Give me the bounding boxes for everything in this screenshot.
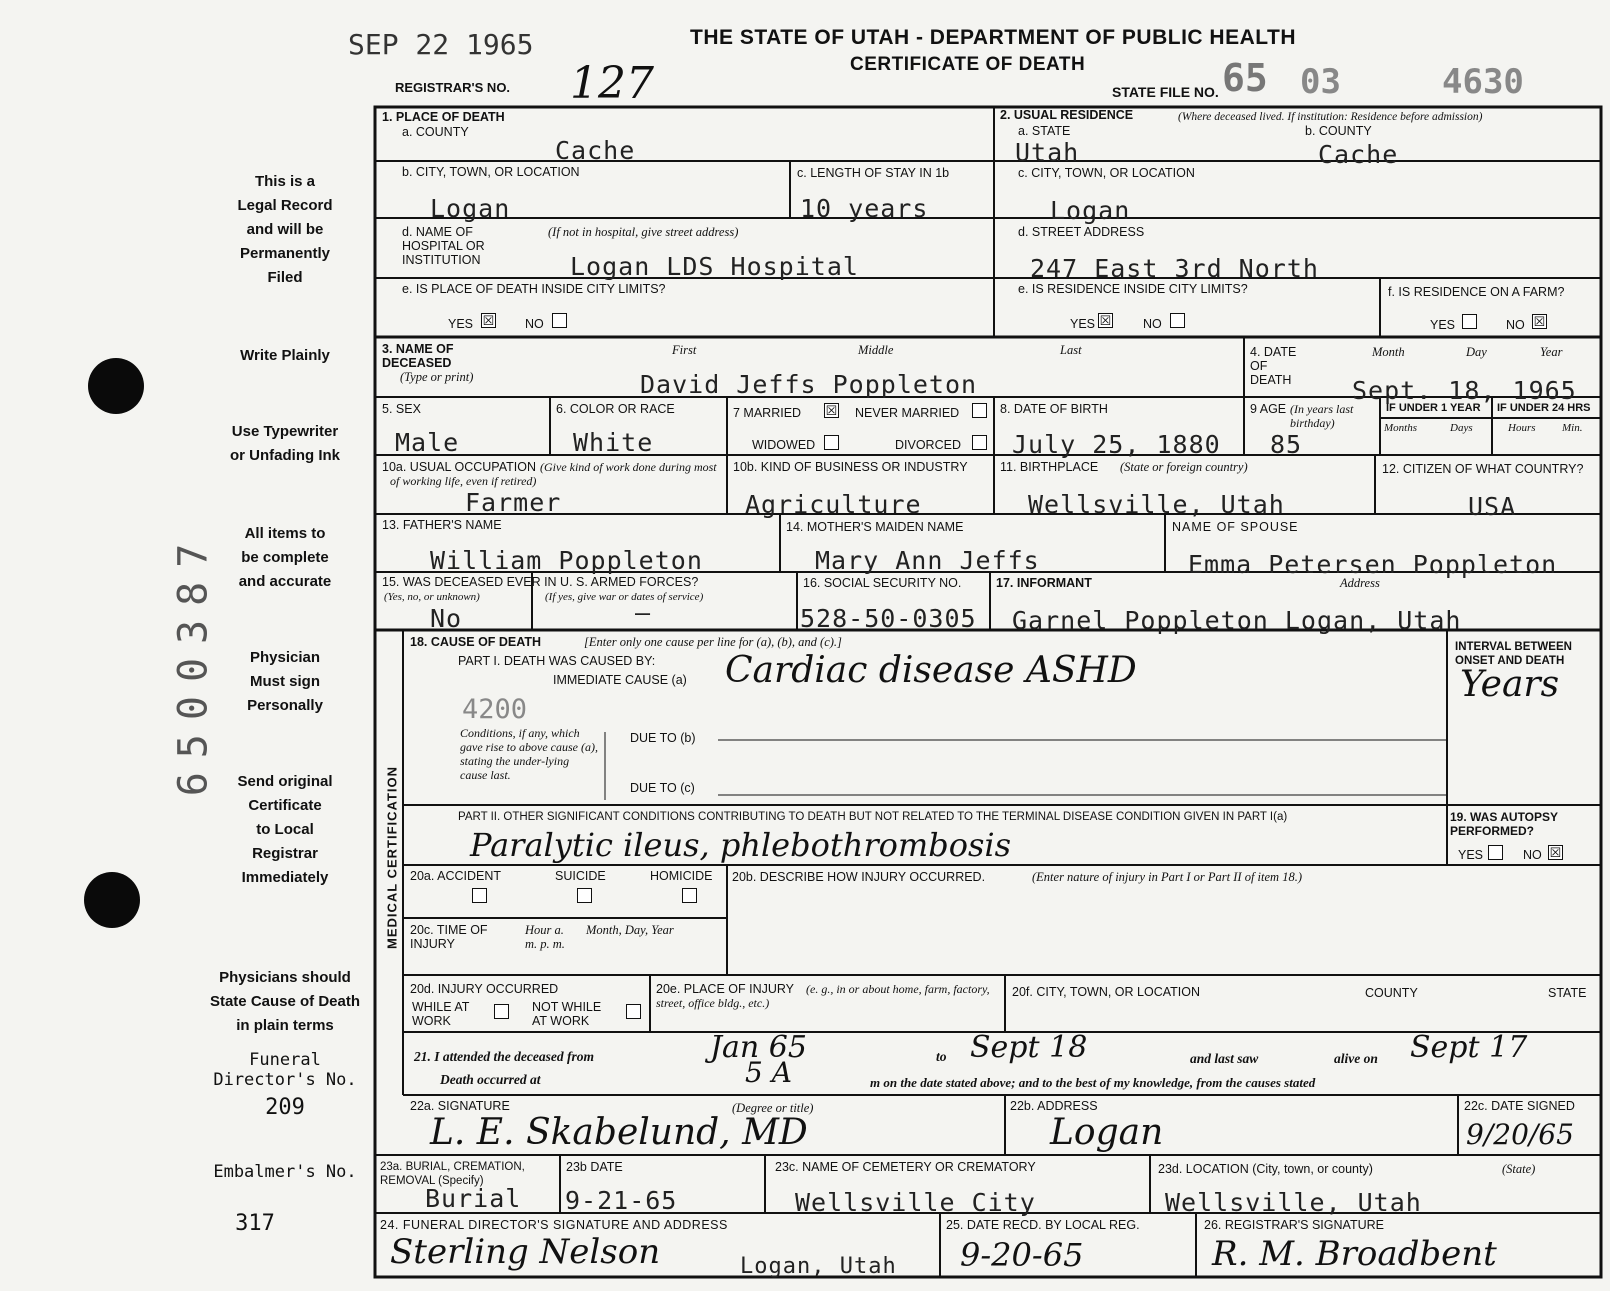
funeral-address-value: Logan, Utah <box>740 1254 897 1279</box>
sidebar-write: Write Plainly <box>240 347 330 364</box>
label-part2: PART II. OTHER SIGNIFICANT CONDITIONS CONTRIBUTING TO DEATH BUT NOT RELATED TO THE TERMINAL DISEASE CONDITION GIVEN IN PART I(a) <box>458 811 1288 823</box>
label-day: Day <box>1466 345 1487 359</box>
label-while-at-work: WHILE AT WORK <box>412 1000 470 1028</box>
label-year: Year <box>1540 345 1563 359</box>
label-sex: 5. SEX <box>382 402 421 416</box>
state-title: THE STATE OF UTAH - DEPARTMENT OF PUBLIC HEALTH <box>690 26 1297 49</box>
label-injury-occurred: 20d. INJURY OCCURRED <box>410 982 559 996</box>
label-interval: INTERVAL BETWEEN ONSET AND DEATH <box>1455 641 1572 667</box>
checkbox-2e-yes[interactable]: ☒ <box>1099 313 1112 328</box>
checkbox-autopsy-yes[interactable] <box>1488 845 1503 860</box>
checkbox-accident[interactable] <box>472 888 487 903</box>
label-hours: Hours <box>1508 422 1536 434</box>
label-widowed: WIDOWED <box>752 438 816 452</box>
label-county: a. COUNTY <box>402 125 469 139</box>
label-accident: 20a. ACCIDENT <box>410 869 502 883</box>
label-days: Days <box>1450 422 1473 434</box>
registrar-no-label: REGISTRAR'S NO. <box>395 80 511 95</box>
checkbox-divorced[interactable] <box>972 435 987 450</box>
burial-value: Burial <box>425 1184 522 1213</box>
label-location-state: (State) <box>1502 1162 1536 1176</box>
label-injury-description: 20b. DESCRIBE HOW INJURY OCCURRED. <box>732 870 986 884</box>
label-under-24-hrs: IF UNDER 24 HRS <box>1497 402 1591 414</box>
label-hospital-note: (If not in hospital, give street address) <box>548 225 739 239</box>
res-county-value: Cache <box>1318 140 1399 169</box>
checkbox-never-married[interactable] <box>972 403 987 418</box>
label-funeral-director: 24. FUNERAL DIRECTOR'S SIGNATURE AND ADDRESS <box>380 1218 728 1232</box>
registrar-no: 127 <box>570 58 654 109</box>
label-first: First <box>672 343 697 357</box>
label-m-on-date: m on the date stated above; and to the best of my knowledge, from the causes stated <box>870 1075 1316 1090</box>
label-father: 13. FATHER'S NAME <box>382 518 502 532</box>
checkbox-suicide[interactable] <box>577 888 592 903</box>
cemetery-value: Wellsville City <box>795 1188 1036 1217</box>
informant-value: Garnel Poppleton Logan, Utah <box>1012 606 1462 635</box>
label-date-of-birth: 8. DATE OF BIRTH <box>1000 402 1108 416</box>
mother-value: Mary Ann Jeffs <box>815 546 1040 575</box>
label-injury-county: COUNTY <box>1365 986 1418 1000</box>
label-armed-note-a: (Yes, no, or unknown) <box>384 591 480 603</box>
state-file-b: 03 <box>1300 62 1341 102</box>
spouse-value: Emma Petersen Poppleton <box>1188 550 1558 579</box>
father-value: William Poppleton <box>430 546 703 575</box>
sidebar-legal: This is a Legal Record and will be Permanently Filed <box>237 173 333 286</box>
checkbox-widowed[interactable] <box>824 435 839 450</box>
label-res-inside-city: e. IS RESIDENCE INSIDE CITY LIMITS? <box>1018 282 1248 296</box>
label-injury-city: 20f. CITY, TOWN, OR LOCATION <box>1012 985 1201 999</box>
sign-address-value: Logan <box>1050 1112 1164 1153</box>
label-armed-forces: 15. WAS DECEASED EVER IN U. S. ARMED FORCES? <box>382 575 699 589</box>
label-informant: 17. INFORMANT <box>996 576 1092 590</box>
attended-to-value: Sept 18 <box>970 1030 1088 1065</box>
burial-date-value: 9-21-65 <box>565 1186 678 1215</box>
state-file-c: 4630 <box>1442 62 1524 102</box>
interval-value: Years <box>1460 664 1560 705</box>
label-name-of-deceased: 3. NAME OF DECEASED <box>382 342 454 370</box>
age-value: 85 <box>1270 430 1303 459</box>
label-registrar-signature: 26. REGISTRAR'S SIGNATURE <box>1204 1218 1384 1232</box>
label-part1: PART I. DEATH WAS CAUSED BY: <box>458 654 656 668</box>
label-death-occurred: Death occurred at <box>440 1072 541 1087</box>
label-attended: 21. I attended the deceased from <box>414 1049 594 1064</box>
label-place-of-death: 1. PLACE OF DEATH <box>382 110 505 124</box>
date-received-value: 9-20-65 <box>960 1236 1084 1274</box>
sidebar-complete: All items to be complete and accurate <box>238 525 332 590</box>
state-file-label: STATE FILE NO. <box>1112 84 1219 100</box>
hospital-value: Logan LDS Hospital <box>570 252 859 281</box>
label-burial: 23a. BURIAL, CREMATION, REMOVAL (Specify) <box>380 1161 525 1187</box>
label-autopsy-no: NO <box>1523 848 1542 862</box>
label-yes-2f: YES <box>1430 318 1456 332</box>
last-saw-value: Sept 17 <box>1410 1030 1528 1065</box>
label-occupation: 10a. USUAL OCCUPATION <box>382 460 536 474</box>
race-value: White <box>573 428 654 457</box>
checkbox-homicide[interactable] <box>682 888 697 903</box>
label-months: Months <box>1384 422 1417 434</box>
checkbox-2e-no[interactable] <box>1170 313 1185 328</box>
label-yes-2e: YES <box>1070 317 1096 331</box>
certificate-title: CERTIFICATE OF DEATH <box>850 54 1086 75</box>
label-last: Last <box>1060 343 1082 357</box>
state-file-a: 65 <box>1222 56 1268 100</box>
label-res-county: b. COUNTY <box>1305 124 1372 138</box>
checkbox-not-while-at-work[interactable] <box>626 1004 641 1019</box>
label-date-of-death: 4. DATE OF DEATH <box>1250 345 1297 387</box>
armed-value: No <box>430 604 463 633</box>
stay-value: 10 years <box>800 194 929 223</box>
res-city-value: Logan <box>1050 196 1131 225</box>
checkbox-autopsy-no[interactable]: ☒ <box>1549 845 1562 860</box>
label-hour-ampm: Hour a. m. p. m. <box>525 923 565 951</box>
county-value: Cache <box>555 136 636 165</box>
label-race: 6. COLOR OR RACE <box>556 402 675 416</box>
funeral-director-value: Sterling Nelson <box>390 1232 661 1272</box>
label-no-2e: NO <box>1143 317 1162 331</box>
label-residence-note: (Where deceased lived. If institution: Residence before admission) <box>1178 111 1483 123</box>
label-hospital: d. NAME OF HOSPITAL OR INSTITUTION <box>402 225 485 267</box>
label-birthplace-note: (State or foreign country) <box>1120 460 1248 474</box>
label-state: a. STATE <box>1018 124 1071 138</box>
label-cause-of-death: 18. CAUSE OF DEATH <box>410 635 542 649</box>
label-no-2f: NO <box>1506 318 1525 332</box>
label-cause-note: [Enter only one cause per line for (a), (b), and (c).] <box>584 635 842 649</box>
label-autopsy: 19. WAS AUTOPSY PERFORMED? <box>1450 810 1558 838</box>
checkbox-while-at-work[interactable] <box>494 1004 509 1019</box>
label-burial-date: 23b DATE <box>566 1160 623 1174</box>
label-under-1-year: IF UNDER 1 YEAR <box>1386 402 1481 414</box>
label-month-day-year: Month, Day, Year <box>586 923 674 937</box>
label-suicide: SUICIDE <box>555 869 606 883</box>
label-address: Address <box>1340 576 1380 590</box>
label-not-while-at-work: NOT WHILE AT WORK <box>532 1000 602 1028</box>
vertical-number: 6500387 <box>170 529 217 797</box>
label-cemetery: 23c. NAME OF CEMETERY OR CREMATORY <box>775 1160 1036 1174</box>
label-mother: 14. MOTHER'S MAIDEN NAME <box>786 520 964 534</box>
ssn-value: 528-50-0305 <box>800 604 977 633</box>
label-last-saw: and last saw <box>1190 1051 1259 1066</box>
sidebar-use: Use Typewriter or Unfading Ink <box>230 423 340 464</box>
label-age: 9 AGE <box>1250 402 1287 416</box>
checkbox-1e-no[interactable] <box>552 313 567 328</box>
occupation-value: Farmer <box>465 488 562 517</box>
citizen-value: USA <box>1468 492 1517 521</box>
label-ssn: 16. SOCIAL SECURITY NO. <box>803 576 962 590</box>
label-place-of-injury-note: (e. g., in or about home, farm, factory, street, office bldg., etc.) <box>656 982 990 1010</box>
label-date-signed: 22c. DATE SIGNED <box>1464 1099 1575 1113</box>
label-age-note: (In years last birthday) <box>1290 402 1354 430</box>
label-date-received: 25. DATE RECD. BY LOCAL REG. <box>946 1218 1140 1232</box>
checkbox-1e-yes[interactable]: ☒ <box>482 313 495 328</box>
label-industry: 10b. KIND OF BUSINESS OR INDUSTRY <box>733 460 968 474</box>
label-citizen: 12. CITIZEN OF WHAT COUNTRY? <box>1382 462 1584 476</box>
label-res-city: c. CITY, TOWN, OR LOCATION <box>1018 166 1195 180</box>
label-occupation-note: (Give kind of work done during most of working life, even if retired) <box>390 460 717 488</box>
medical-certification-label: MEDICAL CERTIFICATION <box>384 766 400 950</box>
date-stamp: SEP 22 1965 <box>348 28 534 61</box>
label-divorced: DIVORCED <box>895 438 961 452</box>
label-autopsy-yes: YES <box>1458 848 1484 862</box>
label-length-of-stay: c. LENGTH OF STAY IN 1b <box>797 166 950 180</box>
sidebar-send: Send original Certificate to Local Registrar Immediately <box>237 773 333 886</box>
res-street-value: 247 East 3rd North <box>1030 254 1319 283</box>
label-location: 23d. LOCATION (City, town, or county) <box>1158 1162 1373 1176</box>
label-due-to-b: DUE TO (b) <box>630 731 696 745</box>
industry-value: Agriculture <box>745 490 922 519</box>
deceased-name-value: David Jeffs Poppleton <box>640 370 978 399</box>
embalmer-label: Embalmer's No. <box>213 1162 357 1182</box>
date-of-death-value: Sept. 18, 1965 <box>1352 376 1577 405</box>
checkbox-2f-no[interactable]: ☒ <box>1533 314 1546 329</box>
date-signed-value: 9/20/65 <box>1466 1118 1574 1151</box>
death-time-value: 5 A <box>745 1056 792 1089</box>
label-time-of-injury: 20c. TIME OF INJURY <box>410 923 488 951</box>
label-immediate-cause: IMMEDIATE CAUSE (a) <box>553 673 687 687</box>
label-armed-note-b: (If yes, give war or dates of service) <box>545 591 704 603</box>
physician-signature-value: L. E. Skabelund, MD <box>430 1112 808 1153</box>
code-value: 4200 <box>462 694 528 725</box>
label-never-married: NEVER MARRIED <box>855 406 960 420</box>
label-degree: (Degree or title) <box>732 1101 814 1115</box>
label-sign-address: 22b. ADDRESS <box>1010 1099 1098 1113</box>
label-yes-1e: YES <box>448 317 474 331</box>
res-state-value: Utah <box>1015 138 1080 167</box>
label-conditions: Conditions, if any, which gave rise to above cause (a), stating the under-lying cause last. <box>460 726 598 782</box>
label-signature: 22a. SIGNATURE <box>410 1099 510 1113</box>
checkbox-2f-yes[interactable] <box>1462 314 1477 329</box>
label-due-to-c: DUE TO (c) <box>630 781 695 795</box>
label-married: 7 MARRIED <box>733 406 802 420</box>
funeral-director-no: 209 <box>265 1095 305 1120</box>
sidebar-physician: Physician Must sign Personally <box>247 649 323 714</box>
location-value: Wellsville, Utah <box>1165 1188 1422 1217</box>
date-of-birth-value: July 25, 1880 <box>1012 430 1221 459</box>
label-farm: f. IS RESIDENCE ON A FARM? <box>1388 285 1565 299</box>
label-injury-state: STATE <box>1548 986 1587 1000</box>
label-inside-city: e. IS PLACE OF DEATH INSIDE CITY LIMITS? <box>402 282 666 296</box>
cause-a-value: Cardiac disease ASHD <box>725 650 1137 691</box>
sex-value: Male <box>395 428 460 457</box>
label-middle: Middle <box>858 343 894 357</box>
label-min: Min. <box>1562 422 1583 434</box>
label-usual-residence: 2. USUAL RESIDENCE <box>1000 108 1134 122</box>
part2-value: Paralytic ileus, phlebothrombosis <box>470 826 1012 864</box>
label-place-of-injury: 20e. PLACE OF INJURY <box>656 982 795 996</box>
embalmer-no: 317 <box>235 1211 275 1236</box>
checkbox-married[interactable]: ☒ <box>825 403 838 418</box>
registrar-signature-value: R. M. Broadbent <box>1212 1234 1497 1274</box>
label-type-or-print: (Type or print) <box>400 370 474 384</box>
city-value: Logan <box>430 194 511 223</box>
attended-from-value: Jan 65 <box>710 1030 807 1065</box>
label-street: d. STREET ADDRESS <box>1018 225 1145 239</box>
label-month: Month <box>1372 345 1405 359</box>
label-homicide: HOMICIDE <box>650 869 713 883</box>
birthplace-value: Wellsville, Utah <box>1028 490 1285 519</box>
armed-service-value: — <box>635 598 652 627</box>
label-injury-description-note: (Enter nature of injury in Part I or Part II of item 18.) <box>1032 870 1302 884</box>
label-city: b. CITY, TOWN, OR LOCATION <box>402 165 580 179</box>
label-birthplace: 11. BIRTHPLACE <box>1000 460 1099 474</box>
sidebar-physicians-should: Physicians should State Cause of Death in plain terms <box>209 969 361 1034</box>
funeral-director-label: Funeral Director's No. <box>213 1050 357 1090</box>
label-no-1e: NO <box>525 317 544 331</box>
label-to: to <box>936 1049 947 1064</box>
label-spouse: NAME OF SPOUSE <box>1172 520 1299 534</box>
label-alive-on: alive on <box>1334 1051 1378 1066</box>
